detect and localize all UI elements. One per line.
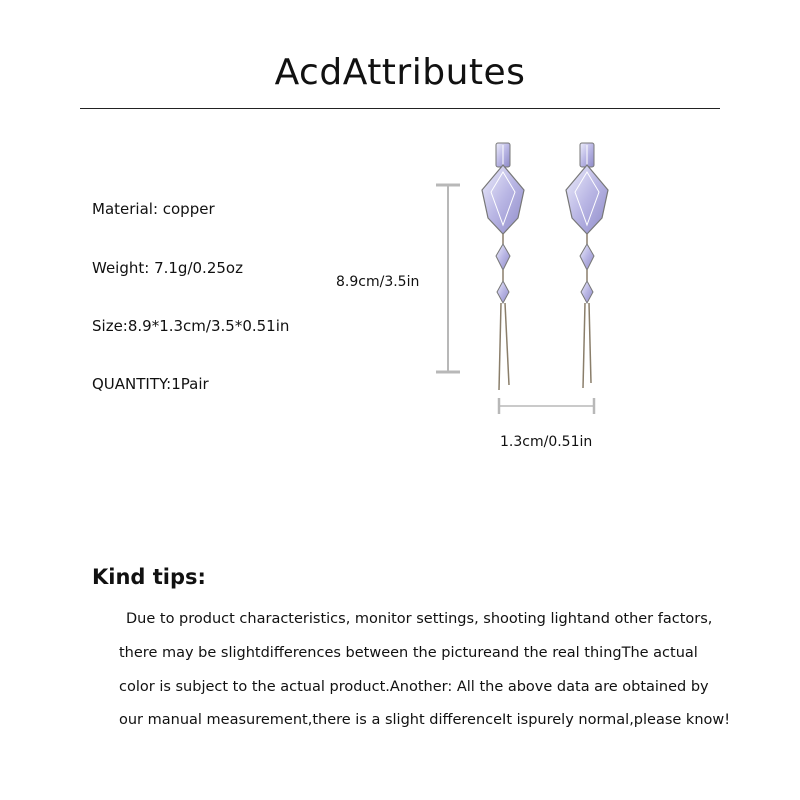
right-earring: [566, 143, 608, 388]
spec-quantity: QUANTITY:1Pair: [92, 375, 209, 393]
left-earring: [482, 143, 524, 390]
tips-line-3: color is subject to the actual product.Another: All the above data are obtained by: [119, 679, 709, 695]
height-dimension-label: 8.9cm/3.5in: [336, 274, 420, 290]
earrings-product-image: [430, 135, 620, 420]
spec-weight: Weight: 7.1g/0.25oz: [92, 259, 243, 277]
tips-line-2: there may be slightdifferences between the pictureand the real thingThe actual: [119, 645, 698, 661]
page-title: AcdAttributes: [274, 52, 526, 93]
title-divider: [80, 108, 720, 109]
width-dimension-label: 1.3cm/0.51in: [500, 434, 593, 450]
width-measure-bar: [499, 398, 594, 414]
tips-line-4: our manual measurement,there is a slight differenceIt ispurely normal,please know!: [119, 712, 731, 728]
spec-material: Material: copper: [92, 200, 215, 218]
spec-size: Size:8.9*1.3cm/3.5*0.51in: [92, 317, 290, 335]
kind-tips-heading: Kind tips:: [92, 565, 206, 589]
height-measure-bar: [436, 185, 460, 372]
tips-line-1: Due to product characteristics, monitor settings, shooting lightand other factors,: [126, 611, 713, 627]
